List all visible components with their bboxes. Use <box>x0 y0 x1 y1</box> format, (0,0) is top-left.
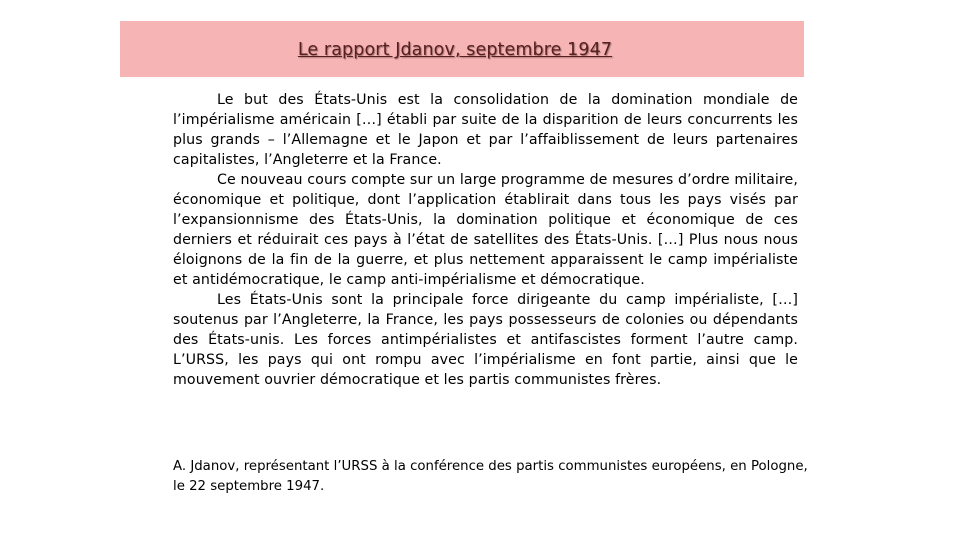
paragraph-3: Les États-Unis sont la principale force dirigeante du camp impérialiste, […] soutenus par l’Angleterre, la France, les pays possesseurs de colonies ou dépendants des États-unis. Les forces antimpérialistes et antifascistes forment l’autre camp. L’URSS, les pays qui ont rompu avec l’impérialisme en font partie, ainsi que le mouvement ouvrier démocratique et les partis communistes frères. <box>173 292 798 388</box>
title-banner <box>120 21 804 77</box>
quote-body <box>173 90 798 390</box>
source-citation: A. Jdanov, représentant l’URSS à la conférence des partis communistes européens, en Pologne, le 22 septembre 1947. <box>173 459 808 494</box>
paragraph-2: Ce nouveau cours compte sur un large programme de mesures d’ordre militaire, économique et politique, dont l’application établirait dans tous les pays visés par l’expansionnisme des États-Unis, la domination politique et économique de ces derniers et réduirait ces pays à l’état de satellites des États-Unis. […] Plus nous nous éloignons de la fin de la guerre, et plus nettement apparaissent le camp impérialiste et antidémocratique, le camp anti-impérialisme et démocratique. <box>173 172 798 288</box>
paragraph-1: Le but des États-Unis est la consolidation de la domination mondiale de l’impérialisme américain […] établi par suite de la disparition de leurs concurrents les plus grands – l’Allemagne et le Japon et par l’affaiblissement de leurs partenaires capitalistes, l’Angleterre et la France. <box>173 92 798 168</box>
document-title: Le rapport Jdanov, septembre 1947 <box>297 40 613 60</box>
